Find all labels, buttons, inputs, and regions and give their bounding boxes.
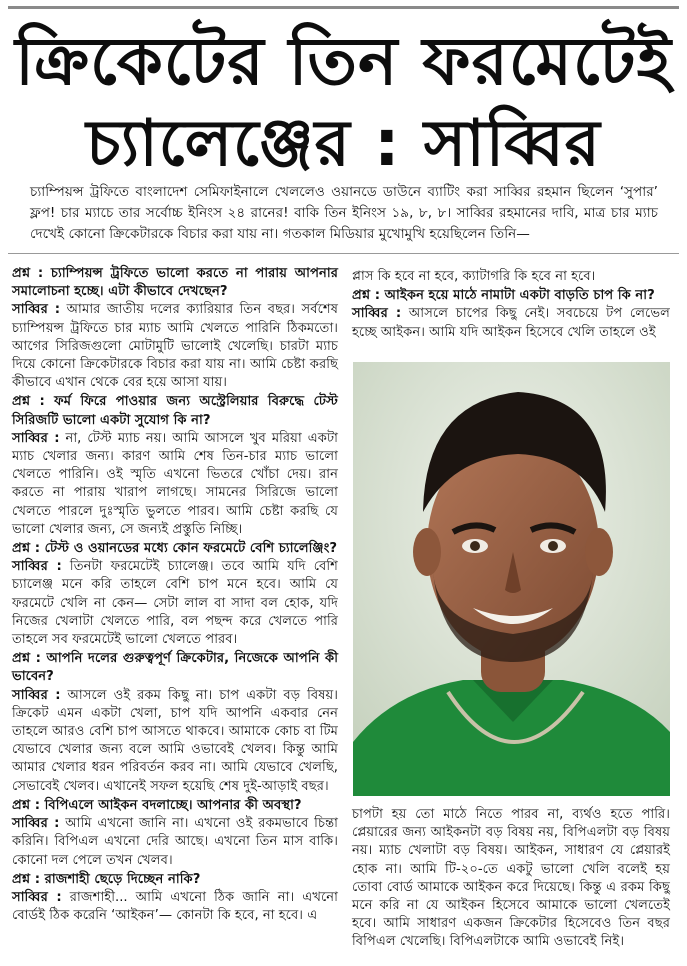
portrait-illustration: [353, 362, 670, 796]
question-1: [12, 265, 338, 301]
question-4: [12, 650, 338, 686]
question-text: ফর্ম ফিরে পাওয়ার জন্য অস্ট্রেলিয়ার বিরুদ্ধে টেস্ট সিরিজটি ভালো একটা সুযোগ কি না?: [12, 394, 339, 428]
answer-label: সাব্বির :: [12, 889, 62, 905]
answer-label: সাব্বির :: [12, 302, 61, 318]
answer-label: সাব্বির :: [352, 306, 402, 322]
left-column: [12, 265, 338, 926]
question-label: প্রশ্ন :: [352, 288, 381, 304]
answer-3: [12, 558, 338, 649]
right-column-top: [352, 268, 670, 343]
answer-label: সাব্বির :: [12, 687, 61, 703]
question-label: প্রশ্ন :: [12, 266, 44, 281]
question-text: চ্যাম্পিয়ন্স ট্রফিতে ভালো করতে না পারায় আপনার সমালোচনা হচ্ছে। এটা কীভাবে দেখছেন?: [12, 266, 339, 300]
answer-4: [12, 687, 338, 796]
left-ear: [413, 528, 441, 576]
answer-text: আমি এখনো জানি না। এখনো ওই রকমভাবে চিন্তা করিনি। বিপিএল এখনো দেরি আছে। এখনো তিন মাস বাকি। কোনো দল পেলে তখন খেলব।: [12, 816, 338, 868]
answer-7-continued: চাপটা হয় তো মাঠে নিতে পারব না, ব্যর্থও হতে পারি। প্লেয়ারের জন্য আইকনটা বড় বিষয় নয়, বিপিএলটা বড় বিষয় নয়। ম্যাচ খেলাটা বড় বিষয়। আইকন, সাধারণ যে প্লেয়ারই হোক না। আমি টি-২০-তে একটু ভালো খেলি বলেই হয় তোবা বোর্ড আমাকে আইকন করে দিয়েছে। কিন্তু এ রকম কিছু মনে করি না যে আইকন হিসেবে আমাকে ভালো খেলতেই হবে। আমি সাধারণ একজন ক্রিকেটার হিসেবেও তিন বছর বিপিএল খেলেছি। বিপিএলটাকে আমি ওভাবেই নিই।: [352, 807, 670, 950]
question-text: বিপিএলে আইকন বদলাচ্ছে। আপনার কী অবস্থা?: [44, 797, 302, 813]
question-5: [12, 797, 338, 815]
player-portrait-photo: [353, 362, 670, 796]
answer-label: সাব্বির :: [12, 430, 60, 446]
question-label: প্রশ্ন :: [12, 394, 45, 410]
answer-continuation: প্লাস কি হবে না হবে, ক্যাটাগরি কি হবে না হবে।: [352, 269, 596, 284]
question-label: প্রশ্ন :: [12, 797, 41, 813]
answer-label: সাব্বির :: [12, 559, 62, 575]
question-6: [12, 871, 338, 889]
right-column-bottom: [352, 806, 670, 953]
answer-text: আসলে ওই রকম কিছু না। চাপ একটা বড় বিষয়। ক্রিকেট এমন একটা খেলা, চাপ যদি আপনি একবার নেন তাহলে আরও বেশি চাপ আসতে থাকবে। আমাকে কোচ বা টিম যেভাবে খেলার জন্য বলে আমি ওভাবেই খেলব। কিন্তু আমি আমার খেলার ধরন পরিবর্তন করব না। আমি যেভাবে খেলছি, সেভাবেই খেলব। এখানেই সফল হয়েছি শেষ দুই-আড়াই বছর।: [12, 687, 338, 794]
answer-7: [352, 305, 670, 341]
answer-text: না, টেস্ট ম্যাচ নয়। আমি আসলে খুব মরিয়া একটা ম্যাচ খেলার জন্য। কারণ আমি শেষ তিন-চার ম্যাচ ভালো খেলতে পারিনি। ওই স্মৃতি এখনো ভিতরে খোঁচা দেয়। রান করতে না পারায় খারাপ লাগছে। সামনের সিরিজে ভালো খেলতে পারলে দুঃস্মৃতি ভুলতে পারব। আমি চেষ্টা করছি যে ভালো খেলার জন্য, সে জন্যই প্রস্তুতি নিচ্ছি।: [12, 430, 339, 537]
answer-text: আমার জাতীয় দলের ক্যারিয়ার তিন বছর। সর্বশেষ চ্যাম্পিয়ন্স ট্রফিতে চার ম্যাচ আমি খেলতে পারিনি ঠিকমতো। আগের সিরিজগুলো মোটামুটি ভালোই খেলেছি। চারটা ম্যাচ দিয়ে কোনো ক্রিকেটারকে বিচার করা যায় না। আমি চেষ্টা করছি কীভাবে এখান থেকে বের হয়ে আসা যায়।: [12, 302, 338, 391]
answer-5: [12, 815, 338, 870]
question-2: [12, 393, 338, 429]
question-text: আপনি দলের গুরুত্বপূর্ণ ক্রিকেটার, নিজেকে আপনি কী ভাবেন?: [12, 651, 339, 685]
question-label: প্রশ্ন :: [12, 651, 41, 667]
headline-line-1: ক্রিকেটের তিন ফরমেটেই: [15, 23, 672, 100]
answer-6: [12, 889, 338, 925]
question-text: রাজশাহী ছেড়ে দিচ্ছেন নাকি?: [44, 871, 201, 887]
answer-2: [12, 430, 338, 539]
answer-1: [12, 301, 338, 392]
headline-line-2: চ্যালেঞ্জের : সাব্বির: [86, 107, 601, 181]
intro-paragraph: চ্যাম্পিয়ন্স ট্রফিতে বাংলাদেশ সেমিফাইনালে খেললেও ওয়ানডে ডাউনে ব্যাটিং করা সাব্বির রহমান ছিলেন ‘সুপার’ ফ্লপ! চার ম্যাচে তার সর্বোচ্চ ইনিংস ২৪ রানের! বাকি তিন ইনিংস ১৯, ৮, ৮। সাব্বির রহমানের দাবি, মাত্র চার ম্যাচ দেখেই কোনো ক্রিকেটারকে বিচার করা যায় না। গতকাল মিডিয়ার মুখোমুখি হয়েছিলেন তিনি—: [30, 184, 658, 242]
section-divider: [8, 253, 679, 254]
question-label: প্রশ্ন :: [12, 541, 41, 557]
answer-text: আসলে চাপের কিছু নেই। সবচেয়ে টপ লেভেল হচ্ছে আইকন। আমি যদি আইকন হিসেবে খেলি তাহলে ওই: [352, 306, 670, 340]
question-7: [352, 287, 670, 305]
right-ear: [585, 528, 613, 576]
question-label: প্রশ্ন :: [12, 871, 41, 887]
top-rule: [8, 6, 679, 9]
answer-text: তিনটা ফরমেটেই চ্যালেঞ্জ। তবে আমি যদি বেশি চ্যালেঞ্জ মনে করি তাহলে বেশি চাপ মনে হবে। আমি যে ফরমেটে খেলি না কেন— সেটা লাল বা সাদা বল হোক, যদি নিজের খেলাটা খেলতে পারি, বল পছন্দ করে খেলতে পারি তাহলে সব ফরমেটেই ভালো খেলতে পারব।: [12, 559, 338, 648]
question-text: টেস্ট ও ওয়ানডের মধ্যে কোন ফরমেটে বেশি চ্যালেঞ্জিং?: [44, 541, 338, 557]
question-text: আইকন হয়ে মাঠে নামাটা একটা বাড়তি চাপ কি না?: [384, 288, 655, 304]
answer-label: সাব্বির :: [12, 816, 60, 832]
question-3: [12, 540, 338, 558]
answer-text: রাজশাহী... আমি এখনো ঠিক জানি না। এখনো বোর্ডই ঠিক করেনি ‘আইকন’— কোনটা কি হবে, না হবে। এ: [12, 889, 338, 924]
